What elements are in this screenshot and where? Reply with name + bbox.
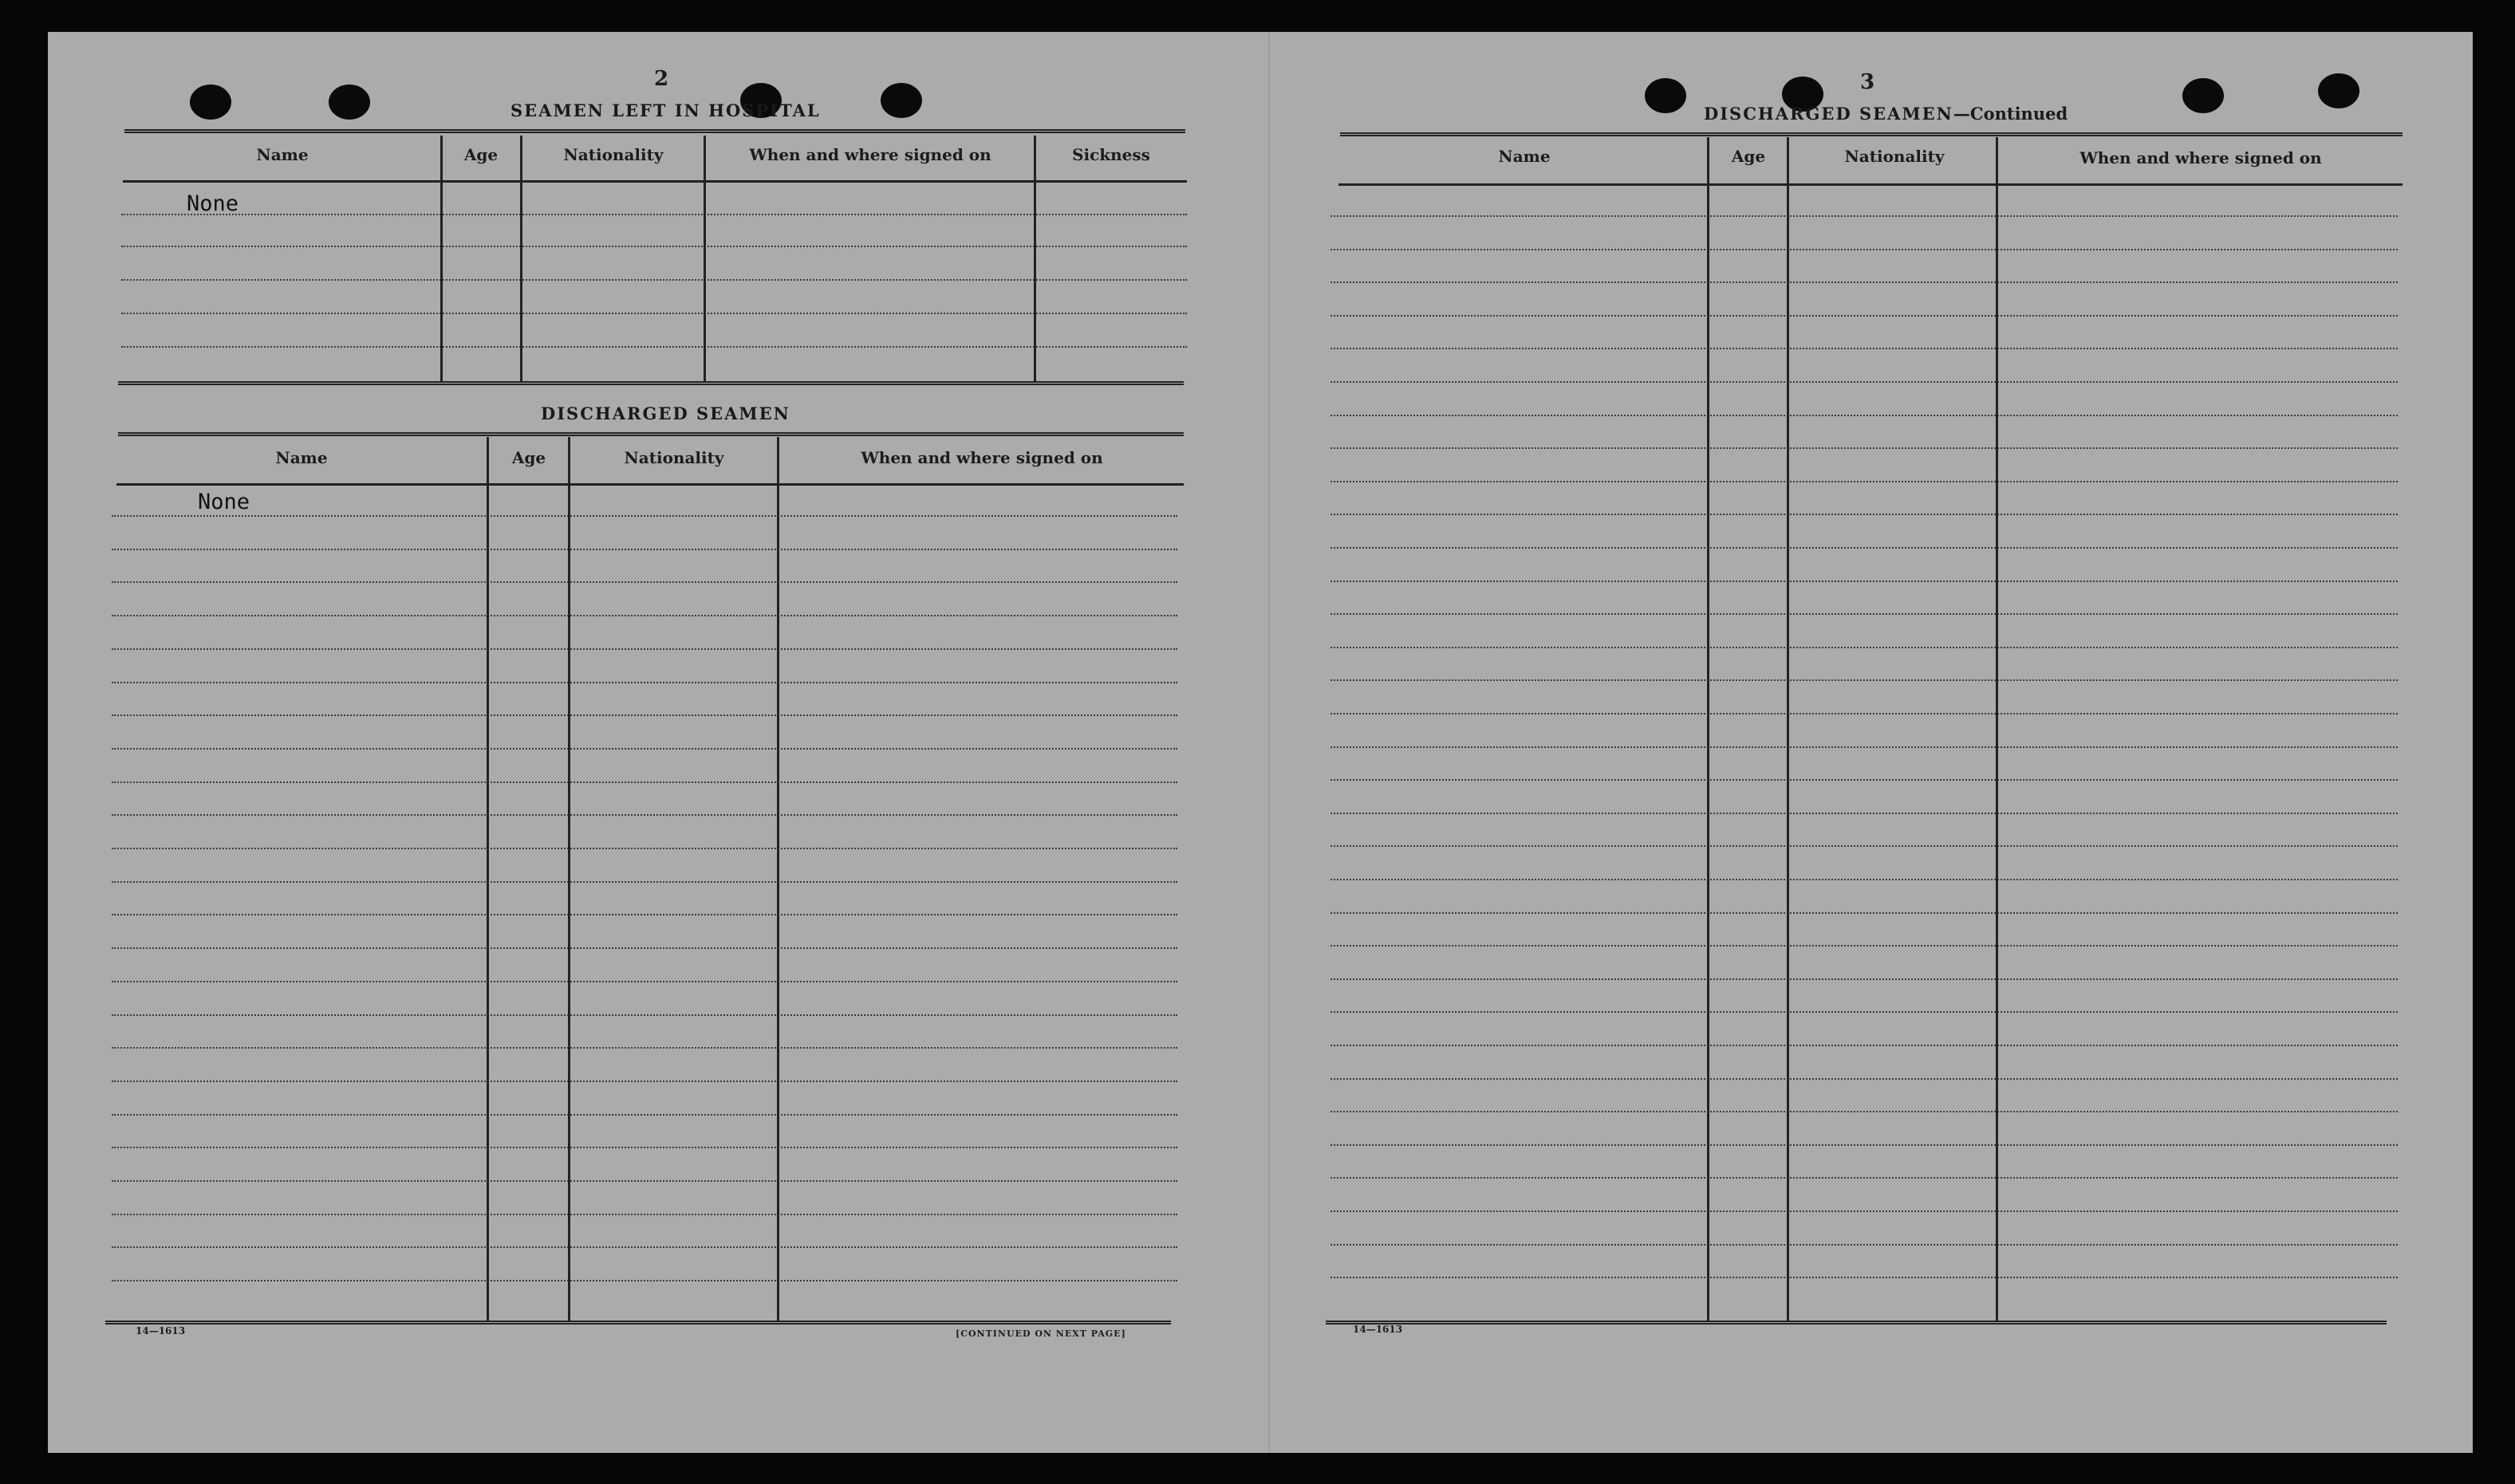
hospital-section-title: SEAMEN LEFT IN HOSPITAL [510,100,821,120]
ruled-line [112,1047,1177,1049]
ruled-line [1330,581,2398,582]
column-header-nationality: Nationality [563,145,664,164]
column-header-sickness: Sickness [1072,145,1150,164]
column-header-signed-on: When and where signed on [861,448,1103,467]
ruled-line [112,848,1177,849]
ruled-line [112,781,1177,783]
column-header-nationality: Nationality [1844,147,1945,166]
punch-hole [1645,78,1686,113]
ruled-line [112,814,1177,816]
ruled-line [1330,514,2398,515]
ruled-line [112,615,1177,616]
ruled-line [121,313,1187,314]
ruled-line [112,881,1177,883]
ruled-line [1330,1045,2398,1046]
ruled-line [112,1081,1177,1082]
ruled-line [1330,1277,2398,1278]
ruled-line [112,648,1177,650]
ruled-line [121,346,1187,348]
ruled-line [1330,215,2398,217]
column-divider [777,437,779,1322]
ruled-line [112,1147,1177,1148]
discharged-section-title: DISCHARGED SEAMEN [541,403,790,423]
table-top-rule [124,129,1185,133]
page-number: 3 [1860,70,1875,94]
table-top-rule [118,432,1184,436]
punch-hole [881,83,922,118]
table-top-rule [1340,132,2403,136]
page-number: 2 [654,67,669,91]
ruled-line [1330,679,2398,681]
ruled-line [121,214,1187,215]
ruled-line [1330,348,2398,349]
ruled-line [1330,415,2398,416]
column-header-signed-on: When and where signed on [2079,148,2322,167]
continued-note: [CONTINUED ON NEXT PAGE] [956,1329,1126,1339]
column-divider [487,437,489,1322]
discharged-continued-title [1704,104,2068,124]
ruled-line [1330,1244,2398,1246]
ruled-line [1330,647,2398,648]
column-divider [1787,137,1789,1321]
ruled-line [112,682,1177,683]
ruled-line [1330,249,2398,250]
column-divider [704,136,706,383]
column-header-age: Age [463,145,499,164]
ruled-line [112,549,1177,550]
punch-hole [190,85,231,120]
column-header-age: Age [511,448,546,467]
title-suffix: —Continued [1953,104,2068,124]
punch-hole [329,85,370,120]
ruled-line [112,981,1177,982]
ruled-line [112,1014,1177,1016]
column-divider [568,437,570,1322]
ruled-line [1330,879,2398,880]
ruled-line [1330,813,2398,814]
page-fold [1268,32,1270,1453]
ruled-line [112,748,1177,750]
ruled-line [112,1114,1177,1116]
ruled-line [1330,1144,2398,1146]
ruled-line [112,947,1177,949]
column-header-name: Name [256,145,309,164]
ruled-line [1330,447,2398,449]
ruled-line [1330,1111,2398,1112]
column-header-name: Name [1498,147,1551,166]
ruled-line [1330,912,2398,914]
punch-hole [2182,78,2224,113]
ruled-line [1330,779,2398,781]
ruled-line [1330,547,2398,549]
ruled-line [121,279,1187,281]
ruled-line [1330,481,2398,482]
ruled-line [112,1246,1177,1248]
hospital-entry-name: None [187,191,239,216]
ruled-line [1330,746,2398,748]
header-underline [116,483,1184,486]
ruled-line [1330,945,2398,947]
table-bottom-rule [118,381,1184,385]
column-divider [520,136,522,383]
ruled-line [112,714,1177,716]
column-divider [1034,136,1036,383]
ruled-line [112,1214,1177,1215]
form-number: 14—1613 [136,1325,186,1336]
table-bottom-rule [105,1321,1171,1325]
column-header-name: Name [275,448,328,467]
column-divider [1707,137,1709,1321]
ruled-line [1330,713,2398,714]
header-underline [1338,183,2403,186]
ruled-line [112,914,1177,915]
ruled-line [112,515,1177,517]
ruled-line [1330,978,2398,980]
ruled-line [1330,1078,2398,1080]
column-divider [1996,137,1998,1321]
ruled-line [1330,1011,2398,1013]
ruled-line [1330,315,2398,317]
column-divider [440,136,443,383]
ruled-line [112,1180,1177,1182]
column-header-age: Age [1731,147,1766,166]
form-number: 14—1613 [1353,1324,1403,1335]
ruled-line [121,246,1187,247]
ruled-line [1330,845,2398,847]
ruled-line [112,581,1177,583]
ruled-line [1330,381,2398,383]
discharged-entry-name: None [198,490,250,514]
title-text: DISCHARGED SEAMEN [1704,104,1953,124]
ruled-line [1330,613,2398,615]
table-bottom-rule [1326,1321,2387,1325]
column-header-nationality: Nationality [624,448,724,467]
ruled-line [1330,1210,2398,1212]
header-underline [123,180,1187,183]
column-header-signed-on: When and where signed on [749,145,991,164]
ruled-line [1330,1177,2398,1179]
ruled-line [1330,281,2398,283]
ruled-line [112,1280,1177,1281]
punch-hole [2318,73,2359,108]
